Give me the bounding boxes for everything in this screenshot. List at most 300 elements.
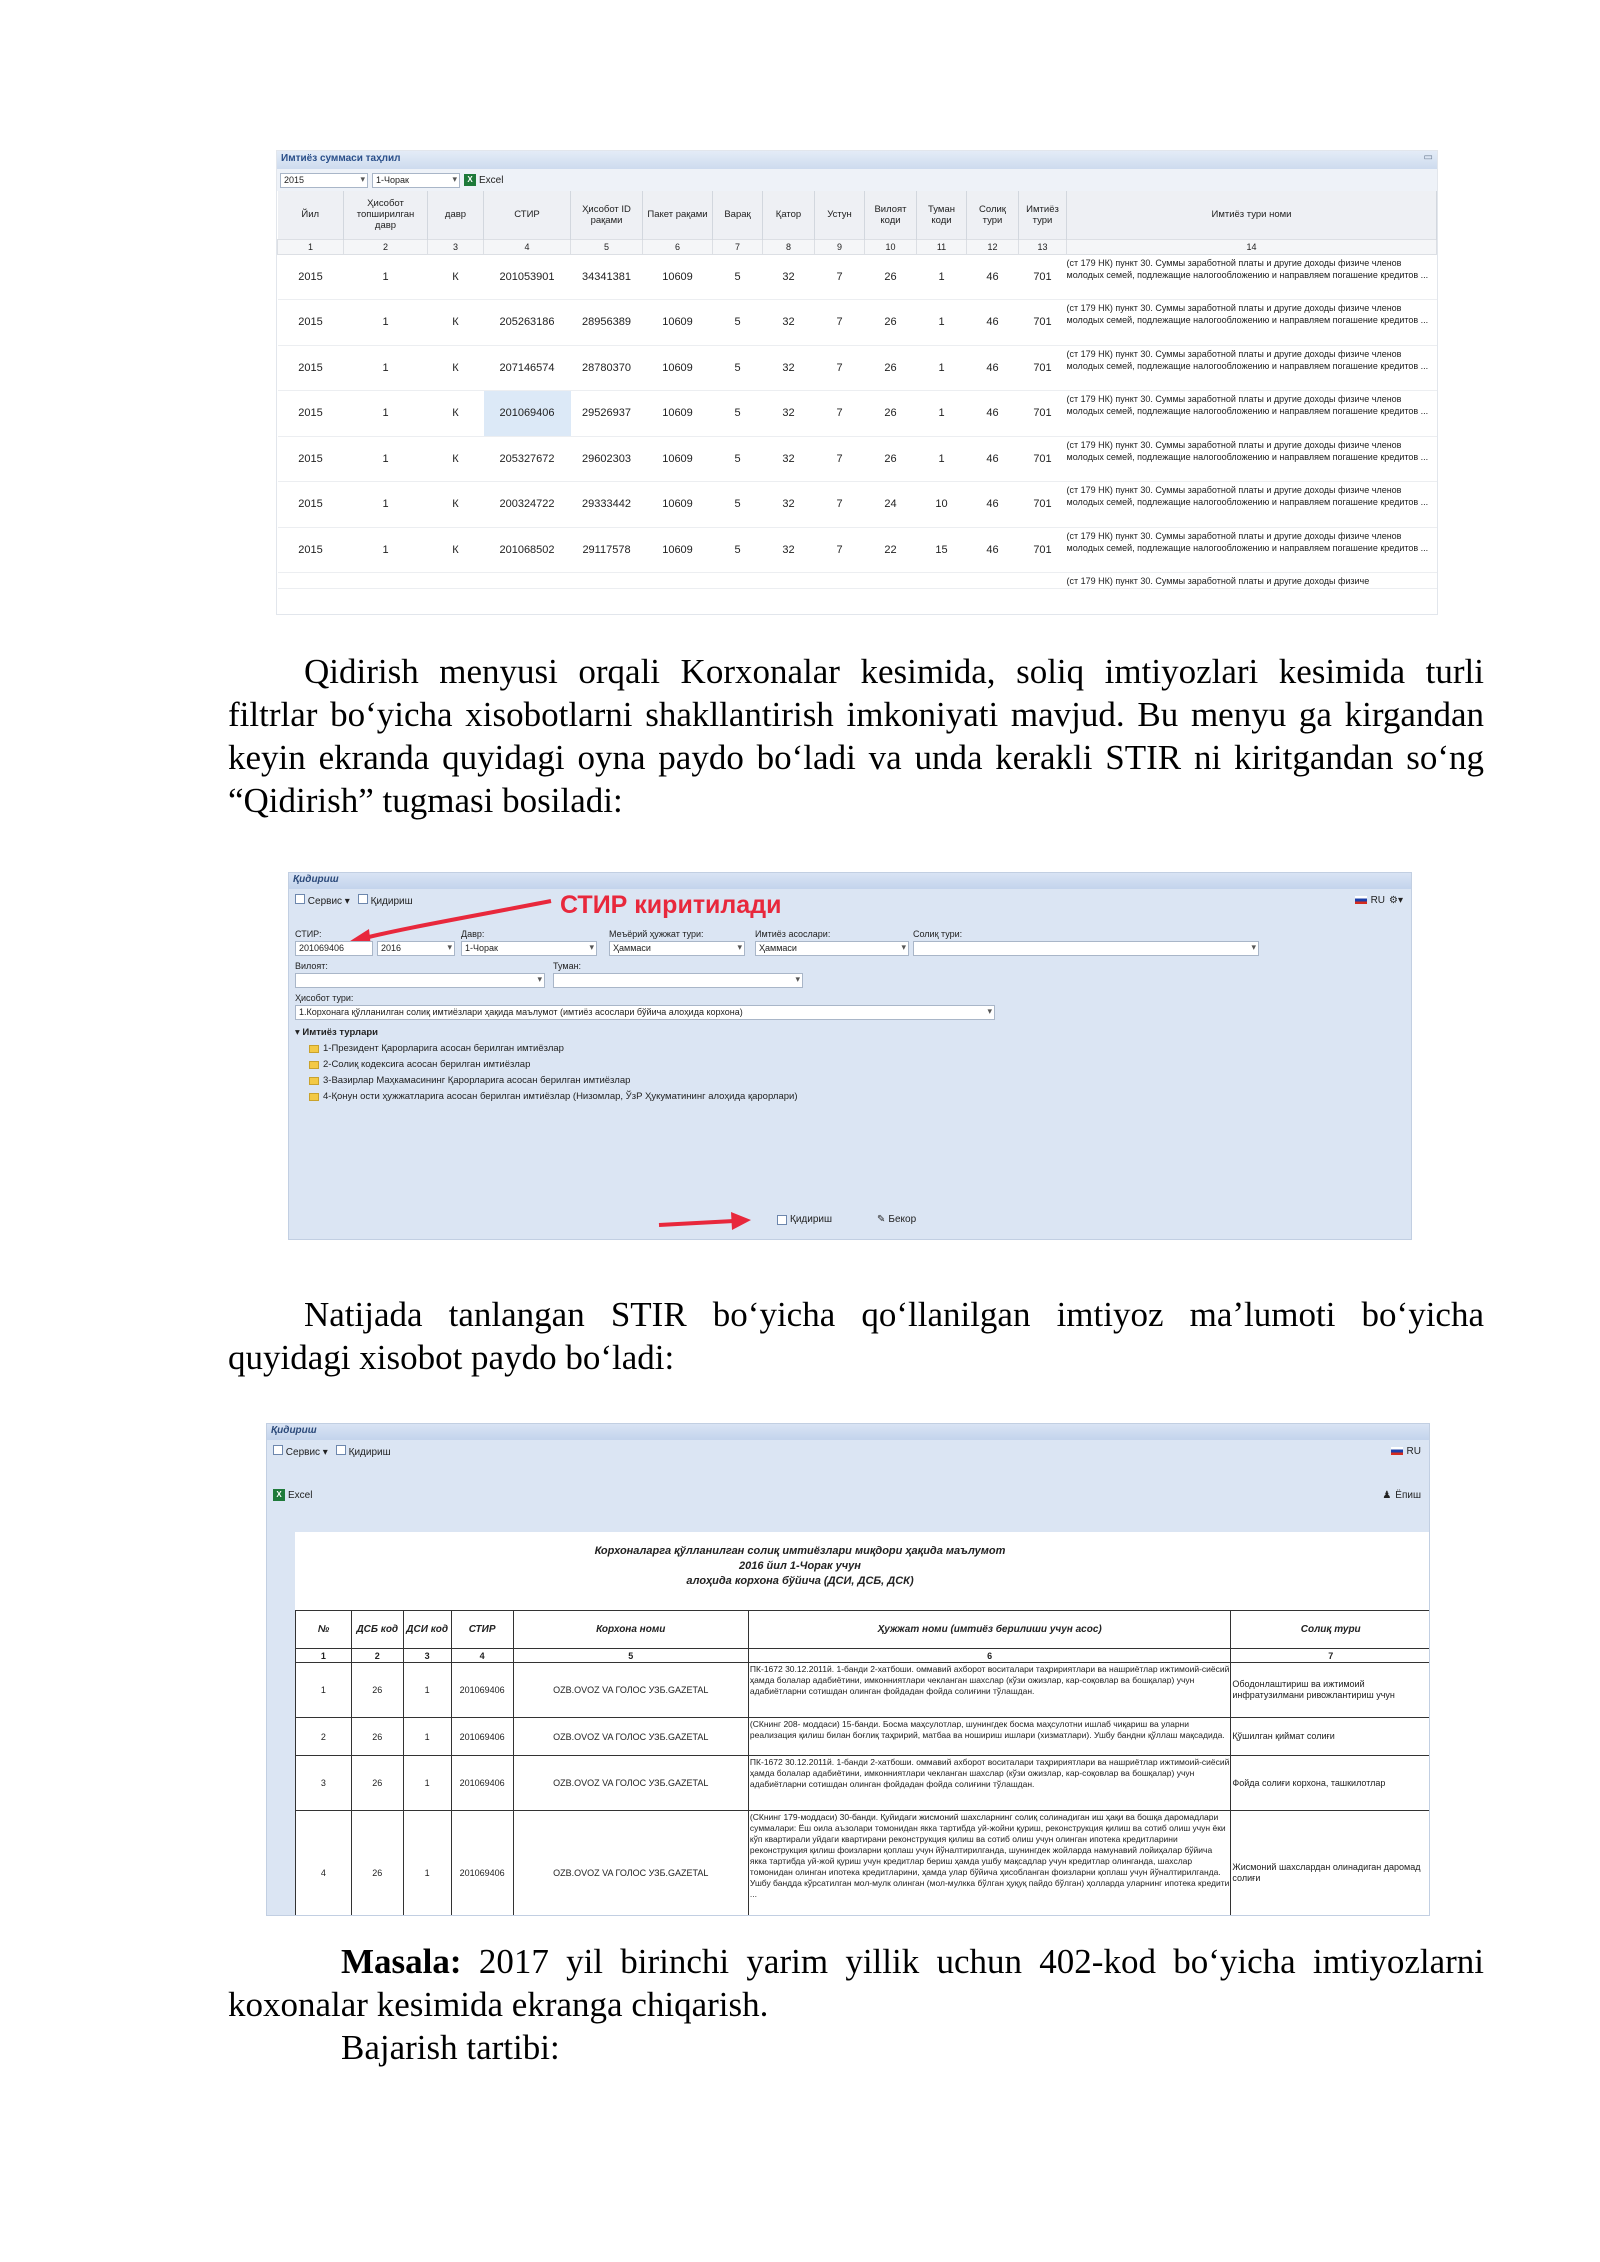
table-cell: 26 <box>351 1663 403 1718</box>
service-menu[interactable]: Сервис ▾ <box>273 1445 328 1458</box>
tree-item[interactable] <box>295 1057 798 1073</box>
chevron-down-icon: ▾ <box>447 942 452 952</box>
paragraph-result-text: Natijada tanlangan STIR boʻyicha qoʻllanilgan imtiyoz maʼlumoti boʻyicha quyidagi xisobot paydo boʻladi: <box>228 1295 1484 1377</box>
table-cell: 5 <box>713 254 763 300</box>
print-label: Ёпиш <box>1395 1489 1421 1501</box>
table-cell: К <box>428 391 484 437</box>
language-label: RU <box>1370 894 1386 906</box>
language-switch[interactable] <box>1391 1446 1421 1457</box>
chevron-down-icon: ▾ <box>901 942 906 952</box>
column-header: Варақ <box>713 191 763 239</box>
table-cell: 201069406 <box>451 1756 513 1811</box>
table-cell: 1 <box>344 436 428 482</box>
search-menu[interactable] <box>336 1445 391 1458</box>
table-cell: 29117578 <box>571 527 643 573</box>
district-select[interactable] <box>553 973 803 988</box>
column-header: Корхона номи <box>513 1611 748 1649</box>
table-cell: 32 <box>763 436 815 482</box>
chevron-down-icon: ▾ <box>360 173 365 184</box>
folder-icon <box>309 1061 319 1069</box>
table-cell: 201068502 <box>484 527 571 573</box>
table-row[interactable] <box>296 1718 1431 1756</box>
excel-button[interactable] <box>273 1489 312 1501</box>
excel-icon: X <box>273 1489 285 1501</box>
column-header: Имтиёз тури <box>1019 191 1067 239</box>
stir-input[interactable] <box>295 941 373 956</box>
table-cell: 10 <box>917 482 967 528</box>
table-cell: 1 <box>344 391 428 437</box>
chevron-down-icon: ▾ <box>589 942 594 952</box>
column-number: 14 <box>1067 239 1437 254</box>
table-cell <box>917 573 967 589</box>
table-cell: 2015 <box>278 345 344 391</box>
tree-item[interactable] <box>295 1041 798 1057</box>
table-cell: 26 <box>351 1811 403 1917</box>
table-cell: (ст 179 НК) пункт 30. Суммы заработной платы и другие доходы физиче членов молодых семей, подлежащие налогообложению и направляем погашение кредитов ... <box>1067 482 1437 528</box>
table-cell <box>643 573 713 589</box>
table-cell: 701 <box>1019 300 1067 346</box>
table-cell <box>428 573 484 589</box>
table-cell: OZB.OVOZ VA ГОЛОС УЗБ.GAZETAL <box>513 1663 748 1718</box>
report-type-select[interactable] <box>295 1005 995 1020</box>
column-header: Ҳисобот топширилган давр <box>344 191 428 239</box>
table-cell: К <box>428 345 484 391</box>
table-cell: 28780370 <box>571 345 643 391</box>
report-sheet <box>295 1532 1430 1916</box>
column-header: Устун <box>815 191 865 239</box>
table-cell: (ст 179 НК) пункт 30. Суммы заработной платы и другие доходы физиче членов молодых семей, подлежащие налогообложению и направляем погашение кредитов ... <box>1067 436 1437 482</box>
table-row[interactable] <box>278 391 1437 437</box>
paragraph-search-menu-text: Qidirish menyusi orqali Korxonalar kesimida, soliq imtiyozlari kesimida turli filtrlar boʻyicha xisobotlarni shakllantirish imkoniyati mavjud. Bu menyu ga kirgandan keyin ekranda quyidagi oyna paydo boʻladi va unda kerakli STIR ni kiritgandan soʻng “Qidirish” tugmasi bosiladi: <box>228 652 1484 820</box>
column-header: Имтиёз тури номи <box>1067 191 1437 239</box>
benefit-basis-value: Ҳаммаси <box>759 943 797 953</box>
benefit-type-tree <box>295 1025 798 1105</box>
table-row[interactable] <box>296 1663 1431 1718</box>
table-cell: 5 <box>713 482 763 528</box>
table-cell <box>278 573 344 589</box>
table-cell: 3 <box>296 1756 352 1811</box>
table-cell: 701 <box>1019 391 1067 437</box>
tree-item-label: 1-Президент Қарорларига асосан берилган имтиёзлар <box>323 1043 564 1054</box>
table-cell: 10609 <box>643 300 713 346</box>
chevron-down-icon: ▾ <box>1251 942 1256 952</box>
table-cell: К <box>428 300 484 346</box>
table-cell: 205263186 <box>484 300 571 346</box>
table-cell: 10609 <box>643 391 713 437</box>
search-menu-label: Қидириш <box>348 1446 391 1458</box>
table-cell: 34341381 <box>571 254 643 300</box>
table-cell: 701 <box>1019 345 1067 391</box>
table-cell: 32 <box>763 254 815 300</box>
service-icon <box>295 894 305 904</box>
table-cell: 1 <box>917 300 967 346</box>
search-menu-label: Қидириш <box>370 895 413 907</box>
column-number: 2 <box>344 239 428 254</box>
table-cell: Қўшилган қиймат солиғи <box>1231 1718 1430 1756</box>
tree-item[interactable] <box>295 1089 798 1105</box>
table-cell: 26 <box>865 391 917 437</box>
column-header: ДСИ код <box>403 1611 451 1649</box>
arrow-to-search-button <box>659 1221 734 1225</box>
table-cell <box>571 573 643 589</box>
table-cell: 32 <box>763 345 815 391</box>
excel-icon: X <box>464 174 476 186</box>
quarter-select[interactable] <box>461 941 597 956</box>
report-subtitle: алоҳида корхона бўйича (ДСИ, ДСБ, ДСК) <box>686 1575 914 1587</box>
column-header: Пакет рақами <box>643 191 713 239</box>
table-cell: 2015 <box>278 436 344 482</box>
table-cell: (ст 179 НК) пункт 30. Суммы заработной платы и другие доходы физиче членов молодых семей, подлежащие налогообложению и направляем погашение кредитов ... <box>1067 391 1437 437</box>
table-row[interactable] <box>296 1811 1431 1917</box>
table-cell: (ст 179 НК) пункт 30. Суммы заработной платы и другие доходы физиче членов молодых семей, подлежащие налогообложению и направляем погашение кредитов ... <box>1067 254 1437 300</box>
report-type-label: Ҳисобот тури: <box>295 993 354 1003</box>
column-number: 12 <box>967 239 1019 254</box>
column-number: 13 <box>1019 239 1067 254</box>
table-cell <box>484 573 571 589</box>
paragraph-result <box>228 1293 1484 1379</box>
search-icon <box>777 1215 787 1225</box>
table-cell: К <box>428 527 484 573</box>
search-menu[interactable] <box>358 894 413 907</box>
table-cell <box>865 573 917 589</box>
table-cell: OZB.OVOZ VA ГОЛОС УЗБ.GAZETAL <box>513 1718 748 1756</box>
chevron-down-icon: ▾ <box>452 173 457 184</box>
table-cell: ПК-1672 30.12.2011й. 1-банди 2-хатбоши. оммавий ахборот воситалари таҳририятлари ва нашриётлар ижтимоий-сиёсий ҳамда болалар адабиётини, имконниятлари чекланган шахслар (кўзи ожизлар, кар-соқовлар ва бошқалар) учун адабиётларни сотишдан олинган фойдадан фойда солиғини тўлашдан. <box>748 1663 1230 1718</box>
table-cell: ПК-1672 30.12.2011й. 1-банди 2-хатбоши. оммавий ахборот воситалари таҳририятлари ва нашриётлар ижтимоий-сиёсий ҳамда болалар адабиётини, имконниятлари чекланган шахслар (кўзи ожизлар, кар-соқовлар ва бошқалар) учун адабиётларни сотишдан олинган фойдадан фойда солиғини тўлашдан. <box>748 1756 1230 1811</box>
service-icon <box>273 1445 283 1455</box>
service-menu[interactable]: Сервис ▾ <box>295 894 350 907</box>
table-cell: OZB.OVOZ VA ГОЛОС УЗБ.GAZETAL <box>513 1811 748 1917</box>
column-header: Қатор <box>763 191 815 239</box>
table-cell: (ст 179 НК) пункт 30. Суммы заработной платы и другие доходы физиче членов молодых семей, подлежащие налогообложению и направляем погашение кредитов ... <box>1067 300 1437 346</box>
tree-root-label: Имтиёз турлари <box>302 1027 378 1038</box>
column-number: 4 <box>451 1649 513 1663</box>
table-cell: 200324722 <box>484 482 571 528</box>
excel-label: Excel <box>479 174 504 186</box>
menu-bar <box>289 889 1411 911</box>
user-icon: ♟ <box>1382 1489 1392 1501</box>
task-text: 2017 yil birinchi yarim yillik uchun 402-kod boʻyicha imtiyozlarni koxonalar kesimida ekranga chiqarish. <box>228 1942 1484 2024</box>
column-number: 5 <box>513 1649 748 1663</box>
table-cell: 46 <box>967 527 1019 573</box>
language-label: RU <box>1406 1445 1421 1457</box>
table-cell: 32 <box>763 391 815 437</box>
table-cell: 1 <box>344 527 428 573</box>
table-cell <box>815 573 865 589</box>
excel-button[interactable] <box>464 174 503 186</box>
search-button-label: Қидириш <box>790 1214 833 1225</box>
column-number: 1 <box>278 239 344 254</box>
report-table <box>295 1610 1430 1916</box>
table-cell: К <box>428 254 484 300</box>
table-cell: 7 <box>815 300 865 346</box>
benefit-basis-select[interactable] <box>755 941 909 956</box>
document-type-value: Ҳаммаси <box>613 943 651 953</box>
column-number: 2 <box>351 1649 403 1663</box>
stir-input-value: 201069406 <box>299 943 345 953</box>
benefit-basis-label: Имтиёз асослари: <box>755 929 831 939</box>
table-cell: 1 <box>344 482 428 528</box>
column-number: 7 <box>1231 1649 1430 1663</box>
table-cell: (ст 179 НК) пункт 30. Суммы заработной платы и другие доходы физиче <box>1067 573 1437 589</box>
menu-bar <box>267 1440 1429 1462</box>
table-cell: 32 <box>763 527 815 573</box>
table-cell: 2 <box>296 1718 352 1756</box>
table-cell: 10609 <box>643 345 713 391</box>
tree-item[interactable] <box>295 1073 798 1089</box>
search-icon <box>336 1445 346 1455</box>
stir-callout-label: СТИР киритилади <box>560 891 782 919</box>
year-select[interactable] <box>377 941 455 956</box>
table-cell: Фойда солиғи корхона, ташкилотлар <box>1231 1756 1430 1811</box>
table-row[interactable] <box>278 527 1437 573</box>
column-number: 11 <box>917 239 967 254</box>
table-cell: 26 <box>865 345 917 391</box>
table-cell: 46 <box>967 254 1019 300</box>
table-cell: 46 <box>967 391 1019 437</box>
table-cell: 24 <box>865 482 917 528</box>
table-cell: 46 <box>967 300 1019 346</box>
table-cell: 7 <box>815 254 865 300</box>
window-title: Қидириш <box>293 874 339 885</box>
window-title: Қидириш <box>271 1425 317 1436</box>
column-header: давр <box>428 191 484 239</box>
window-titlebar <box>289 873 1411 889</box>
tree-item-label: 4-Қонун ости ҳужжатларига асосан берилган имтиёзлар (Низомлар, ЎзР Ҳукуматининг алоҳида қарорлари) <box>323 1091 798 1102</box>
flag-icon <box>1391 1447 1403 1455</box>
table-cell: OZB.OVOZ VA ГОЛОС УЗБ.GAZETAL <box>513 1756 748 1811</box>
column-number: 7 <box>713 239 763 254</box>
table-cell: 1 <box>917 254 967 300</box>
table-cell: 1 <box>917 391 967 437</box>
window-titlebar <box>267 1424 1429 1440</box>
benefit-table <box>277 191 1437 589</box>
excel-label: Excel <box>288 1489 313 1501</box>
report-type-value: 1.Корхонага қўлланилган солиқ имтиёзлари ҳақида маълумот (имтиёз асослари бўйича алоҳида корхона) <box>299 1007 743 1017</box>
table-cell: 4 <box>296 1811 352 1917</box>
window-titlebar <box>277 151 1437 169</box>
column-number: 8 <box>763 239 815 254</box>
table-cell: (ст 179 НК) пункт 30. Суммы заработной платы и другие доходы физиче членов молодых семей, подлежащие налогообложению и направляем погашение кредитов ... <box>1067 527 1437 573</box>
document-type-label: Меъёрий ҳужжат тури: <box>609 929 704 939</box>
table-cell: 2015 <box>278 391 344 437</box>
table-cell: Ободонлаштириш ва ижтимоий инфратузилмани ривожлантириш учун <box>1231 1663 1430 1718</box>
table-row-partial <box>278 573 1437 589</box>
task-label: Masala: <box>341 1942 462 1981</box>
region-select[interactable] <box>295 973 545 988</box>
cancel-button[interactable] <box>877 1214 916 1225</box>
search-icon <box>358 894 368 904</box>
year-select-value: 2016 <box>381 943 402 953</box>
column-number: 6 <box>643 239 713 254</box>
table-cell: 701 <box>1019 436 1067 482</box>
table-cell: (СКнинг 208- моддаси) 15-банди. Босма маҳсулотлар, шунингдек босма маҳсулотни ишлаб чиқариш ва уларни реализация қилиш билан боғлиқ таҳририй, матбаа ва ношириш ишлари (хизматлари). Ушбу бандни қўллаш мақсадида. <box>748 1718 1230 1756</box>
cancel-button-label: Бекор <box>888 1214 917 1225</box>
table-cell: 2015 <box>278 300 344 346</box>
table-cell: 46 <box>967 345 1019 391</box>
column-number: 5 <box>571 239 643 254</box>
table-cell: 29526937 <box>571 391 643 437</box>
column-number: 3 <box>428 239 484 254</box>
table-cell: 201069406 <box>451 1811 513 1917</box>
table-cell: 29602303 <box>571 436 643 482</box>
table-cell: 7 <box>815 482 865 528</box>
table-cell: 7 <box>815 527 865 573</box>
table-cell: 26 <box>865 300 917 346</box>
table-cell: 26 <box>865 436 917 482</box>
table-cell: 201069406 <box>451 1718 513 1756</box>
tree-item-label: 3-Вазирлар Маҳкамасининг Қарорларига асосан берилган имтиёзлар <box>323 1075 631 1086</box>
tree-root[interactable]: ▾ Имтиёз турлари <box>295 1027 378 1038</box>
column-number: 6 <box>748 1649 1230 1663</box>
tree-item-label: 2-Солиқ кодексига асосан берилган имтиёзлар <box>323 1059 531 1070</box>
quarter-select-value: 1-Чорак <box>465 943 498 953</box>
table-row[interactable] <box>278 345 1437 391</box>
column-header: ДСБ код <box>351 1611 403 1649</box>
table-cell: 5 <box>713 436 763 482</box>
column-number: 10 <box>865 239 917 254</box>
filter-bar <box>277 169 1437 191</box>
table-cell: (СКнинг 179-моддаси) 30-банди. Қуйидаги жисмоний шахсларнинг солиқ солинадиган иш ҳақи ва бошқа даромадлари суммалари: Ёш оила аъзолари томонидан якка тартибда уй-жойни қуриш, реконструкция қилиш ва сотиб олиш учун ёки кўп квартирали уйдаги квартирани реконструкция қилиш ва сотиб олиш учун олинган ипотека кредитларини реконструкция қилиш фоизларни қоплаш учун йўналтирилганда, шунингдек жойларда намунавий лойиҳалар бўйича якка тартибда уй-жой қуриш учун кредитлар бериш ҳамда ушбу мақсадлар учун кредитлар олинганда, шахслар томонидан олинган ипотека кредитларини, ҳамда улар бўйича ҳисобланган фоизларни қоплаш учун йўналтирилганда. Ушбу бандда кўрсатилган мол-мулк олинган (мол-мулкка бўлган ҳуқуқ пайдо бўлган) ҳолларда уларнинг ипотека кредити ... <box>748 1811 1230 1917</box>
period-label: Давр: <box>461 929 485 939</box>
table-row[interactable] <box>278 482 1437 528</box>
table-cell: 1 <box>344 254 428 300</box>
table-cell: 201069406 <box>451 1663 513 1718</box>
table-cell: 10609 <box>643 436 713 482</box>
search-result-report-screenshot <box>266 1423 1430 1916</box>
table-cell: 26 <box>351 1718 403 1756</box>
table-cell: К <box>428 482 484 528</box>
column-number: 4 <box>484 239 571 254</box>
tax-type-label: Солиқ тури: <box>913 929 963 939</box>
language-switch[interactable] <box>1355 895 1403 906</box>
table-cell: К <box>428 436 484 482</box>
table-cell: 1 <box>344 300 428 346</box>
table-cell: 22 <box>865 527 917 573</box>
table-cell: 2015 <box>278 527 344 573</box>
table-cell: 15 <box>917 527 967 573</box>
column-number: 3 <box>403 1649 451 1663</box>
table-cell <box>763 573 815 589</box>
document-type-select[interactable] <box>609 941 745 956</box>
arrow-to-search-button-head <box>731 1212 751 1230</box>
table-cell: 5 <box>713 345 763 391</box>
table-cell: 10609 <box>643 482 713 528</box>
table-cell: 5 <box>713 527 763 573</box>
table-cell: 26 <box>351 1756 403 1811</box>
table-cell: (ст 179 НК) пункт 30. Суммы заработной платы и другие доходы физиче членов молодых семей, подлежащие налогообложению и направляем погашение кредитов ... <box>1067 345 1437 391</box>
table-cell: 1 <box>296 1663 352 1718</box>
folder-icon <box>309 1093 319 1101</box>
table-cell: 28956389 <box>571 300 643 346</box>
table-cell: 32 <box>763 300 815 346</box>
chevron-down-icon: ▾ <box>737 942 742 952</box>
table-cell: 26 <box>865 254 917 300</box>
report-title: Корхоналарга қўлланилган солиқ имтиёзлари миқдори ҳақида маълумот <box>594 1545 1006 1557</box>
table-cell: 7 <box>815 436 865 482</box>
folder-icon <box>309 1077 319 1085</box>
settings-icon[interactable]: ⚙▾ <box>1389 894 1403 906</box>
table-cell: 1 <box>917 345 967 391</box>
table-cell: 701 <box>1019 254 1067 300</box>
table-cell: 32 <box>763 482 815 528</box>
table-cell: 2015 <box>278 482 344 528</box>
table-cell: 5 <box>713 391 763 437</box>
table-cell: 207146574 <box>484 345 571 391</box>
window-title: Имтиёз суммаси таҳлил <box>281 153 401 164</box>
table-cell: 205327672 <box>484 436 571 482</box>
table-cell: 701 <box>1019 482 1067 528</box>
paragraph-task <box>228 1940 1484 2026</box>
column-header: Солиқ тури <box>967 191 1019 239</box>
district-label: Туман: <box>553 961 582 971</box>
table-cell: 10609 <box>643 527 713 573</box>
table-row[interactable] <box>296 1756 1431 1811</box>
table-cell: 29333442 <box>571 482 643 528</box>
column-header: СТИР <box>451 1611 513 1649</box>
paragraph-steps <box>228 2026 1484 2069</box>
table-cell: 5 <box>713 300 763 346</box>
folder-icon <box>309 1045 319 1053</box>
table-cell: 1 <box>403 1811 451 1917</box>
table-cell: 1 <box>403 1718 451 1756</box>
table-row[interactable] <box>278 300 1437 346</box>
tax-type-select[interactable] <box>913 941 1259 956</box>
column-header: СТИР <box>484 191 571 239</box>
service-menu-label: Сервис <box>307 895 343 907</box>
table-row[interactable] <box>278 254 1437 300</box>
table-cell: 1 <box>917 436 967 482</box>
year-select[interactable] <box>280 173 368 188</box>
column-header: Вилоят коди <box>865 191 917 239</box>
cancel-icon: ✎ <box>877 1214 886 1225</box>
table-cell <box>1019 573 1067 589</box>
report-period: 2016 йил 1-Чорак учун <box>739 1560 861 1572</box>
table-cell <box>344 573 428 589</box>
table-cell: Жисмоний шахслардан олинадиган даромад солиғи <box>1231 1811 1430 1917</box>
table-cell: 1 <box>403 1663 451 1718</box>
table-cell: 7 <box>815 391 865 437</box>
print-button[interactable] <box>1382 1490 1421 1501</box>
quarter-select[interactable] <box>372 173 460 188</box>
flag-icon <box>1355 896 1367 904</box>
column-number: 9 <box>815 239 865 254</box>
search-button[interactable] <box>777 1214 832 1225</box>
report-toolbar <box>267 1484 1429 1506</box>
table-cell: 1 <box>344 345 428 391</box>
table-cell <box>713 573 763 589</box>
chevron-down-icon: ▾ <box>795 974 800 984</box>
search-window-screenshot <box>288 872 1412 1240</box>
tax-benefit-analysis-screenshot <box>276 150 1438 615</box>
table-cell: 7 <box>815 345 865 391</box>
table-row[interactable] <box>278 436 1437 482</box>
table-cell: 46 <box>967 436 1019 482</box>
paragraph-search-menu <box>228 650 1484 822</box>
table-cell: 10609 <box>643 254 713 300</box>
chevron-down-icon: ▾ <box>537 974 542 984</box>
column-header: Ҳисобот ID рақами <box>571 191 643 239</box>
service-menu-label: Сервис <box>285 1446 321 1458</box>
chevron-down-icon: ▾ <box>987 1006 992 1016</box>
column-header: Солиқ тури <box>1231 1611 1430 1649</box>
table-cell: 46 <box>967 482 1019 528</box>
region-label: Вилоят: <box>295 961 328 971</box>
column-header: № <box>296 1611 352 1649</box>
column-header: Туман коди <box>917 191 967 239</box>
table-cell: 1 <box>403 1756 451 1811</box>
maximize-icon[interactable]: ▭ <box>1423 152 1433 163</box>
